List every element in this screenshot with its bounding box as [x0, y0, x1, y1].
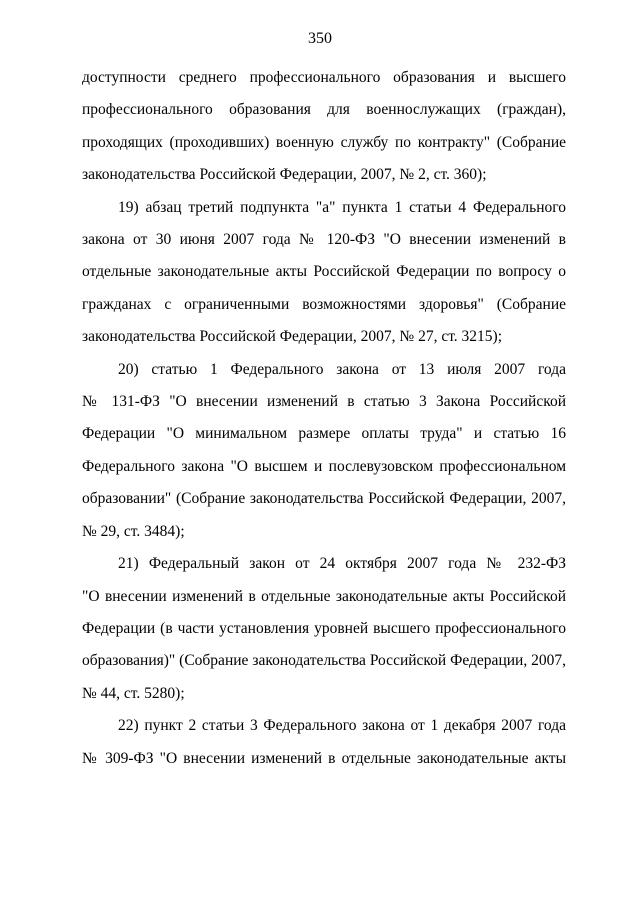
paragraph-item-20	[82, 354, 566, 548]
text-line: Федерации (в части установления уровней высшего профессионального	[82, 619, 566, 637]
page-number: 350	[308, 30, 332, 47]
text-line: 21) Федеральный закон от 24 октября 2007 года № 232-ФЗ	[118, 555, 566, 573]
text-line: Федерального закона "О высшем и послевузовском профессиональном	[82, 457, 566, 475]
text-line: закона от 30 июня 2007 года № 120-ФЗ "О внесении изменений в	[82, 231, 566, 249]
text-line: Федерации "О минимальном размере оплаты труда" и статью 16	[82, 425, 566, 443]
text-line: образования)" (Собрание законодательства Российской Федерации, 2007,	[82, 652, 566, 670]
text-line: "О внесении изменений в отдельные законодательные акты Российской	[82, 587, 566, 605]
text-line: отдельные законодательные акты Российской Федерации по вопросу о	[82, 263, 566, 281]
text-line: профессионального образования для военнослужащих (граждан),	[82, 101, 566, 119]
text-line: 19) абзац третий подпункта "а" пункта 1 статьи 4 Федерального	[118, 198, 566, 216]
text-line: № 29, ст. 3484);	[82, 522, 185, 540]
text-line: проходящих (проходивших) военную службу по контракту" (Собрание	[82, 133, 566, 151]
text-line: образовании" (Собрание законодательства Российской Федерации, 2007,	[82, 490, 566, 508]
text-line: № 44, ст. 5280);	[82, 684, 185, 702]
paragraph-item-19	[82, 192, 566, 354]
paragraph-item-22	[82, 710, 566, 775]
text-line: гражданах с ограниченными возможностями здоровья" (Собрание	[82, 295, 566, 313]
text-line: законодательства Российской Федерации, 2007, № 2, ст. 360);	[82, 166, 487, 184]
paragraph-item-21	[82, 548, 566, 710]
text-line: 20) статью 1 Федерального закона от 13 июля 2007 года	[118, 360, 566, 378]
text-line: доступности среднего профессионального образования и высшего	[82, 69, 566, 86]
paragraph-continuation	[82, 62, 566, 192]
document-body	[82, 62, 566, 775]
text-line: законодательства Российской Федерации, 2007, № 27, ст. 3215);	[82, 328, 503, 346]
text-line: № 309-ФЗ "О внесении изменений в отдельные законодательные акты	[82, 749, 566, 767]
text-line: 22) пункт 2 статьи 3 Федерального закона от 1 декабря 2007 года	[118, 717, 566, 735]
text-line: № 131-ФЗ "О внесении изменений в статью 3 Закона Российской	[82, 393, 566, 411]
